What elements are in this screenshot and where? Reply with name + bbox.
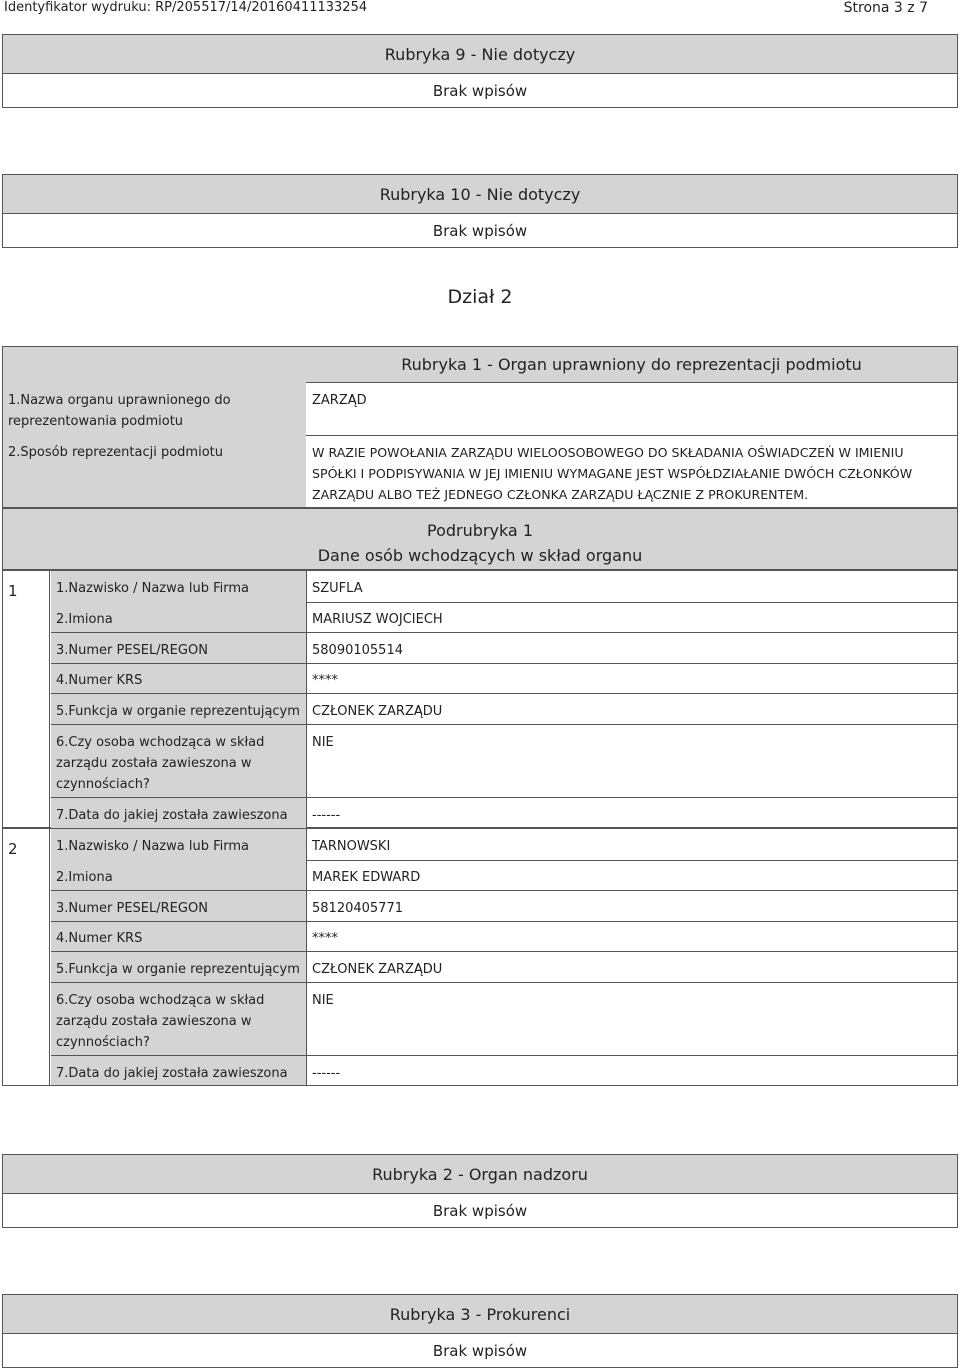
divider xyxy=(51,663,958,664)
print-identifier: Identyfikator wydruku: RP/205517/14/20160411133254 xyxy=(4,0,368,15)
dzial-heading: Dział 2 xyxy=(447,286,513,308)
divider xyxy=(51,1055,958,1056)
person-1-pesel-label: 3.Numer PESEL/REGON xyxy=(56,643,208,658)
person-2-nazwisko-label: 1.Nazwisko / Nazwa lub Firma xyxy=(56,839,249,854)
divider xyxy=(51,921,958,922)
person-2-data-value: ------ xyxy=(312,1066,341,1081)
person-2-pesel-value: 58120405771 xyxy=(312,901,403,916)
divider xyxy=(51,632,958,633)
divider xyxy=(306,571,307,828)
divider xyxy=(51,890,958,891)
rubryka-10 xyxy=(2,174,958,248)
rubryka-9 xyxy=(2,34,958,108)
podrubryka-title: Podrubryka 1 xyxy=(427,521,533,540)
rubryka-1-title: Rubryka 1 - Organ uprawniony do reprezentacji podmiotu xyxy=(306,347,957,383)
person-2-imiona-label: 2.Imiona xyxy=(56,870,113,885)
rubryka-3-title: Rubryka 3 - Prokurenci xyxy=(3,1295,957,1334)
rubryka-10-title: Rubryka 10 - Nie dotyczy xyxy=(3,175,957,214)
sposob-label: 2.Sposób reprezentacji podmiotu xyxy=(8,445,223,460)
person-1-zawieszona-value: NIE xyxy=(312,735,334,750)
person-1-imiona-label: 2.Imiona xyxy=(56,612,113,627)
person-1-krs-value: **** xyxy=(312,673,338,688)
rubryka-9-body: Brak wpisów xyxy=(432,81,528,100)
rubryka-2 xyxy=(2,1154,958,1228)
person-2-nazwisko-value: TARNOWSKI xyxy=(312,839,391,854)
person-1-nazwisko-label: 1.Nazwisko / Nazwa lub Firma xyxy=(56,581,249,596)
divider xyxy=(306,435,958,436)
divider xyxy=(306,602,958,603)
person-2-data-label: 7.Data do jakiej została zawieszona xyxy=(56,1066,288,1081)
person-2-imiona-value: MAREK EDWARD xyxy=(312,870,421,885)
rubryka-1 xyxy=(2,346,958,1086)
person-2-krs-label: 4.Numer KRS xyxy=(56,931,143,946)
person-1-number: 1 xyxy=(8,582,18,600)
person-2-krs-value: **** xyxy=(312,931,338,946)
page-number: Strona 3 z 7 xyxy=(843,0,928,16)
podrubryka-header xyxy=(2,508,958,570)
rubryka-3-body: Brak wpisów xyxy=(432,1341,528,1360)
person-1-number-col xyxy=(2,570,50,828)
person-1-pesel-value: 58090105514 xyxy=(312,643,403,658)
person-2-zawieszona-label: 6.Czy osoba wchodząca w skład zarządu została zawieszona w czynnościach? xyxy=(56,993,265,1050)
person-2-number-col xyxy=(2,828,50,1086)
organ-label: 1.Nazwa organu uprawnionego do reprezentowania podmiotu xyxy=(8,393,231,429)
divider xyxy=(51,951,958,952)
podrubryka-subtitle: Dane osób wchodzących w skład organu xyxy=(317,546,643,565)
organ-value: ZARZĄD xyxy=(312,393,367,408)
divider xyxy=(51,982,958,983)
rubryka-3 xyxy=(2,1294,958,1368)
rubryka-10-body: Brak wpisów xyxy=(432,221,528,240)
person-2-zawieszona-value: NIE xyxy=(312,993,334,1008)
divider xyxy=(51,724,958,725)
person-2-pesel-label: 3.Numer PESEL/REGON xyxy=(56,901,208,916)
person-1-zawieszona-label: 6.Czy osoba wchodząca w skład zarządu została zawieszona w czynnościach? xyxy=(56,735,265,792)
person-2-number: 2 xyxy=(8,840,18,858)
person-2-funkcja-value: CZŁONEK ZARZĄDU xyxy=(312,962,443,977)
person-1-nazwisko-value: SZUFLA xyxy=(312,581,363,596)
rubryka-2-body: Brak wpisów xyxy=(432,1201,528,1220)
person-2-funkcja-label: 5.Funkcja w organie reprezentującym xyxy=(56,962,300,977)
rubryka-9-title: Rubryka 9 - Nie dotyczy xyxy=(3,35,957,74)
divider xyxy=(51,797,958,798)
sposob-value: W RAZIE POWOŁANIA ZARZĄDU WIELOOSOBOWEGO DO SKŁADANIA OŚWIADCZEŃ W IMIENIU SPÓŁKI I PODPISYWANIA W JEJ IMIENIU WYMAGANE JEST WSPÓŁDZIAŁANIE DWÓCH CZŁONKÓW ZARZĄDU ALBO TEŻ JEDNEGO CZŁONKA ZARZĄDU ŁĄCZNIE Z PROKURENTEM. xyxy=(312,445,913,502)
divider xyxy=(51,693,958,694)
divider xyxy=(306,860,958,861)
person-1-data-label: 7.Data do jakiej została zawieszona xyxy=(56,808,288,823)
person-1-krs-label: 4.Numer KRS xyxy=(56,673,143,688)
rubryka-2-title: Rubryka 2 - Organ nadzoru xyxy=(3,1155,957,1194)
divider xyxy=(306,829,307,1085)
person-1-data-value: ------ xyxy=(312,808,341,823)
person-1-funkcja-label: 5.Funkcja w organie reprezentującym xyxy=(56,704,300,719)
person-1-imiona-value: MARIUSZ WOJCIECH xyxy=(312,612,443,627)
person-1-funkcja-value: CZŁONEK ZARZĄDU xyxy=(312,704,443,719)
